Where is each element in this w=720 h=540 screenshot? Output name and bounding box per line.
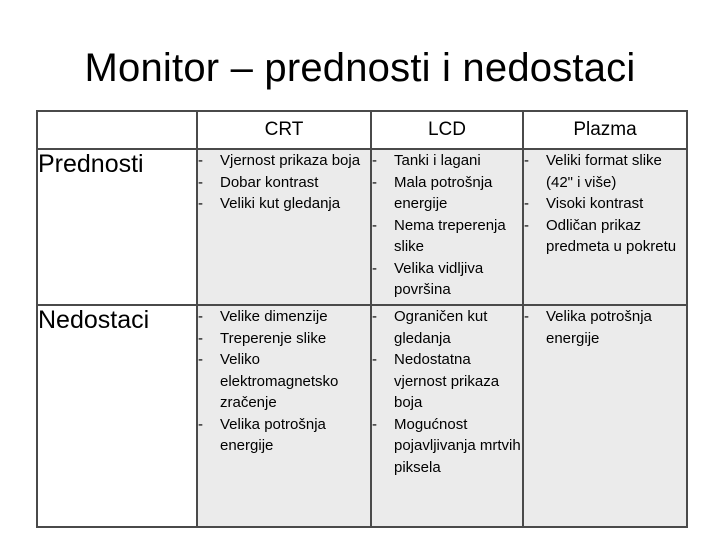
list-item-text: Mogućnost pojavljivanja mrtvih piksela	[394, 415, 521, 476]
list-crt-nedostaci	[198, 306, 370, 457]
list-item-text: Veliko elektromagnetsko zračenje	[220, 351, 339, 411]
bullet-dash: -	[372, 152, 377, 169]
bullet-dash: -	[198, 415, 203, 433]
bullet-dash: -	[524, 308, 529, 325]
list-item	[198, 349, 370, 414]
list-item-text: Velike dimenzije	[220, 308, 328, 325]
list-item	[198, 193, 370, 215]
list-item-text: Mala potrošnja energije	[394, 173, 493, 212]
bullet-dash: -	[524, 216, 529, 234]
column-header-plazma: Plazma	[523, 111, 687, 149]
bullet-dash: -	[198, 329, 203, 347]
row-header-prednosti: Prednosti	[37, 149, 197, 305]
list-lcd-nedostaci	[372, 306, 522, 478]
list-item	[198, 414, 370, 457]
list-item	[372, 258, 522, 301]
slide-title: Monitor – prednosti i nedostaci	[84, 46, 636, 90]
cell-crt-nedostaci	[197, 305, 371, 527]
list-item	[372, 215, 522, 258]
list-item-text: Velika vidljiva površina	[394, 259, 484, 298]
list-item	[198, 306, 370, 328]
list-item-text: Nedostatna vjernost prikaza boja	[394, 351, 500, 411]
list-item-text: Odličan prikaz predmeta u pokretu	[546, 216, 677, 255]
table-row-prednosti	[37, 149, 687, 305]
header-row	[37, 111, 687, 149]
list-item	[372, 306, 522, 349]
cell-lcd-nedostaci	[371, 305, 523, 527]
row-header-nedostaci: Nedostaci	[37, 305, 197, 527]
bullet-dash: -	[198, 152, 203, 169]
bullet-dash: -	[372, 308, 377, 325]
corner-cell	[37, 111, 197, 149]
bullet-dash: -	[372, 415, 377, 433]
list-item	[372, 349, 522, 414]
list-item-text: Velika potrošnja energije	[546, 308, 652, 347]
list-item	[198, 150, 370, 172]
list-item	[372, 150, 522, 172]
list-item-text: Veliki kut gledanja	[220, 195, 341, 212]
list-crt-prednosti	[198, 150, 370, 215]
cell-plazma-nedostaci	[523, 305, 687, 527]
bullet-dash: -	[372, 259, 377, 277]
list-lcd-prednosti	[372, 150, 522, 301]
list-item	[198, 172, 370, 194]
list-item-text: Velika potrošnja energije	[220, 415, 326, 454]
bullet-dash: -	[524, 152, 529, 169]
list-item-text: Treperenje slike	[220, 329, 327, 347]
list-item	[524, 306, 686, 349]
list-item-text: Visoki kontrast	[546, 195, 644, 212]
bullet-dash: -	[198, 351, 203, 368]
list-plazma-nedostaci	[524, 306, 686, 349]
list-item	[524, 150, 686, 193]
bullet-dash: -	[524, 195, 529, 212]
column-header-crt: CRT	[197, 111, 371, 149]
column-header-lcd: LCD	[371, 111, 523, 149]
cell-lcd-prednosti	[371, 149, 523, 305]
cell-crt-prednosti	[197, 149, 371, 305]
list-item	[198, 328, 370, 350]
list-item	[524, 193, 686, 215]
comparison-table	[36, 110, 688, 528]
list-item	[524, 215, 686, 258]
list-item	[372, 172, 522, 215]
bullet-dash: -	[372, 173, 377, 191]
list-item	[372, 414, 522, 479]
list-item-text: Tanki i lagani	[394, 152, 481, 169]
bullet-dash: -	[372, 351, 377, 368]
bullet-dash: -	[198, 308, 203, 325]
list-item-text: Nema treperenja slike	[394, 216, 506, 255]
list-item-text: Vjernost prikaza boja	[220, 152, 361, 169]
bullet-dash: -	[372, 216, 377, 234]
cell-plazma-prednosti	[523, 149, 687, 305]
bullet-dash: -	[198, 195, 203, 212]
list-plazma-prednosti	[524, 150, 686, 258]
list-item-text: Veliki format slike (42" i više)	[546, 152, 662, 191]
list-item-text: Dobar kontrast	[220, 173, 319, 191]
bullet-dash: -	[198, 173, 203, 191]
table-row-nedostaci	[37, 305, 687, 527]
list-item-text: Ograničen kut gledanja	[394, 308, 488, 347]
